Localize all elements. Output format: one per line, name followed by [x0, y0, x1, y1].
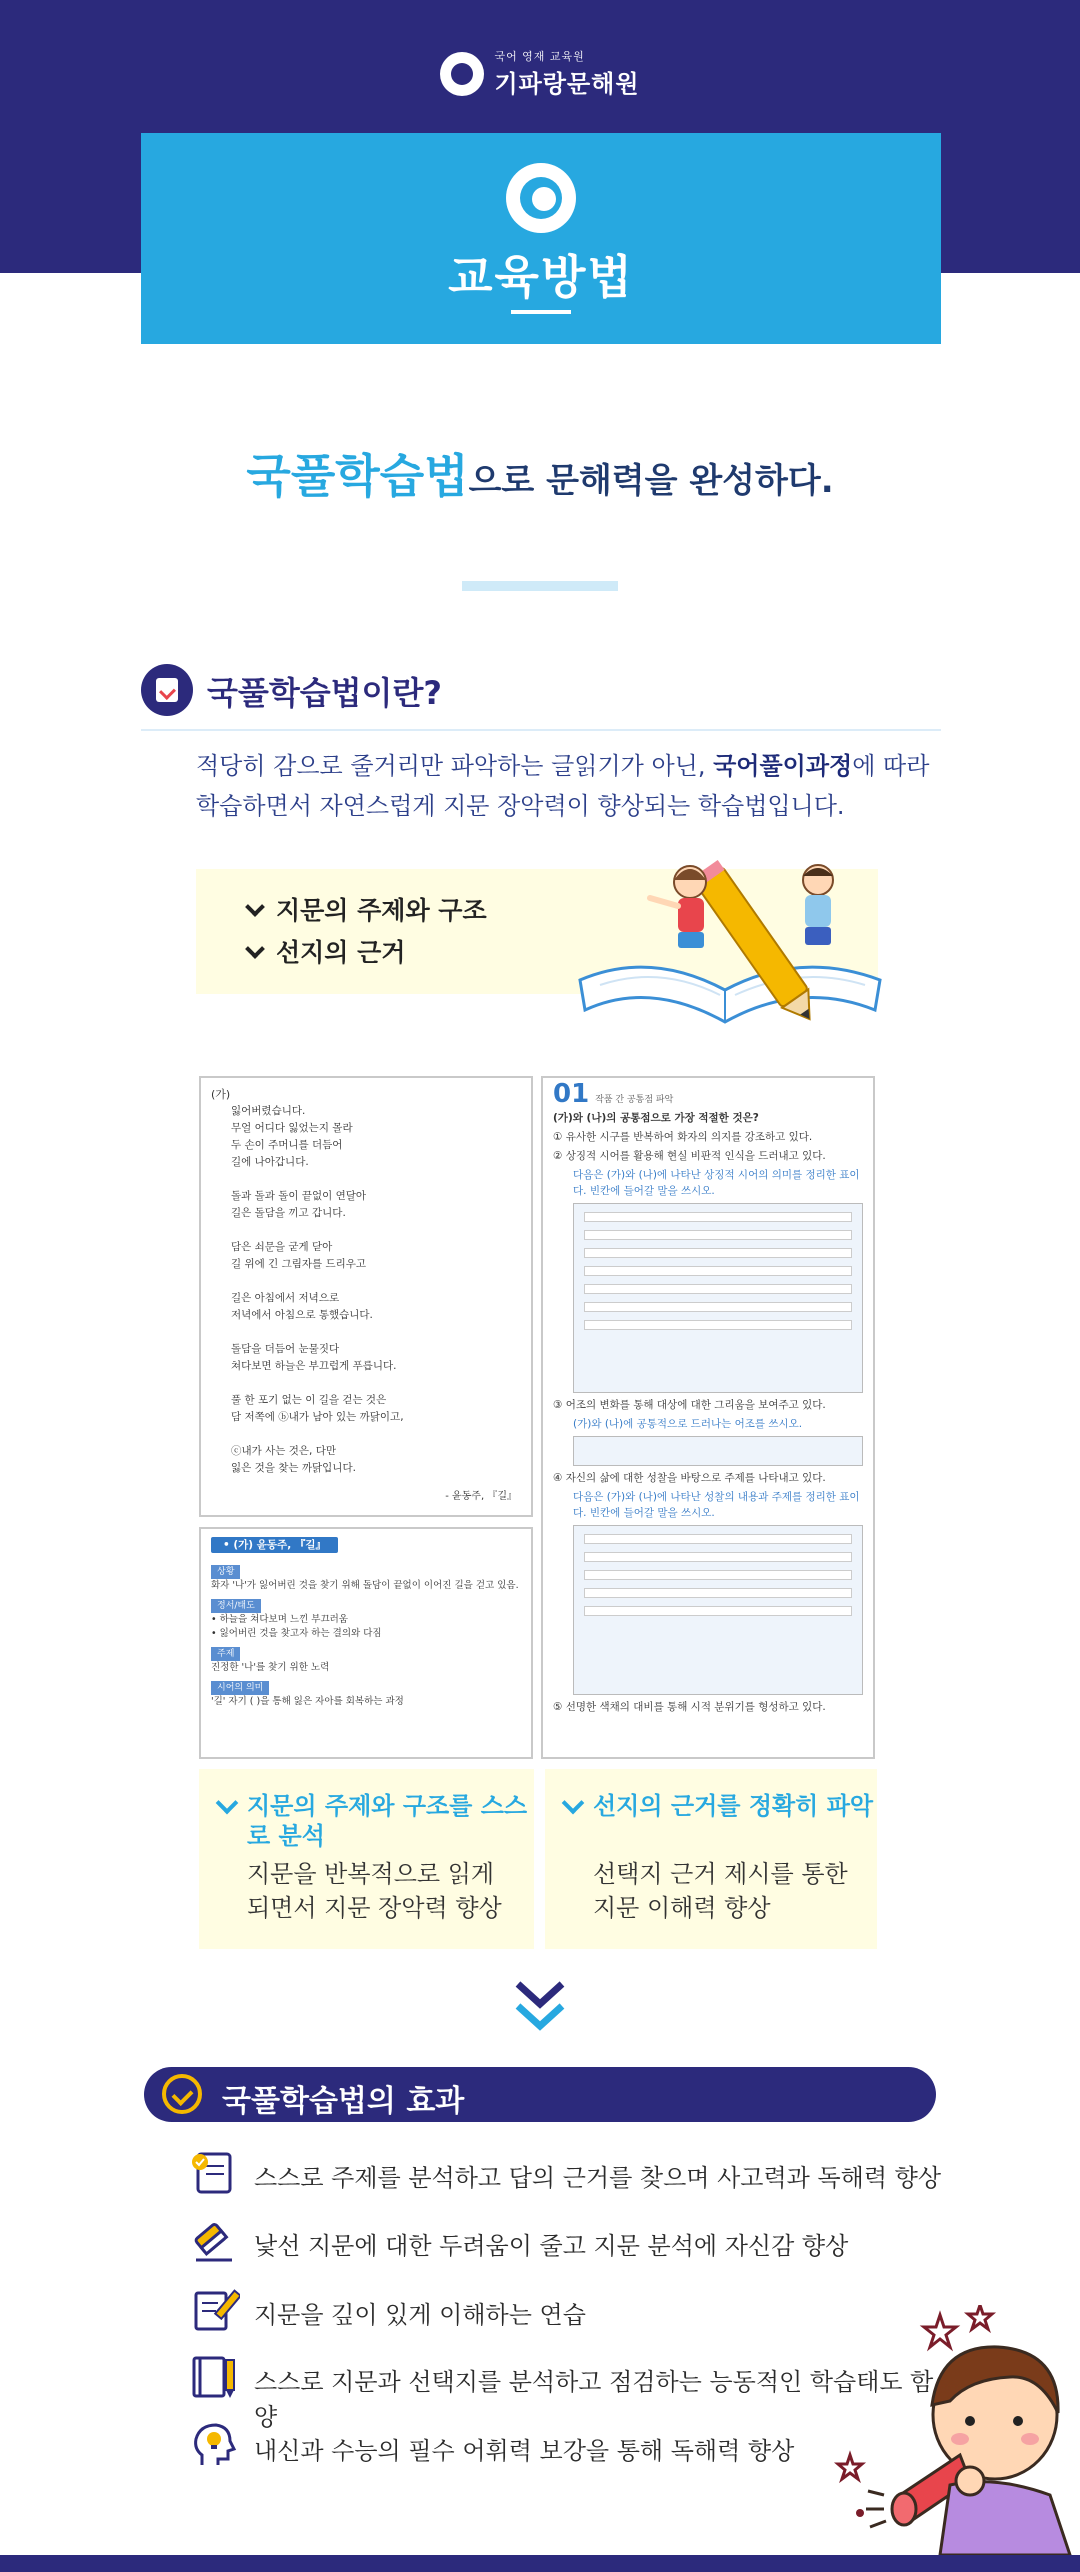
- effect-text: 스스로 주제를 분석하고 답의 근거를 찾으며 사고력과 독해력 향상: [254, 2164, 941, 2192]
- question-title: (가)와 (나)의 공통점으로 가장 적절한 것은?: [553, 1112, 759, 1124]
- section-divider: [141, 729, 941, 731]
- answer-option: ② 상징적 시어를 활용해 현실 비판적 인식을 드러내고 있다.: [553, 1150, 826, 1162]
- chevron-down-icon: [245, 939, 265, 959]
- hint-text: 다음은 (가)와 (나)에 나타난 성찰의 내용과 주제를 정리한 표이다. 빈칸에 들어갈 말을 쓰시오.: [573, 1491, 860, 1519]
- feature-box: [545, 1769, 877, 1949]
- effect-item: [188, 2216, 948, 2266]
- check-circle-icon: [162, 2074, 202, 2114]
- double-chevron-down-icon: [512, 1978, 568, 2038]
- analysis-note-card: [199, 1527, 533, 1759]
- note-text: 진정한 '나'를 찾기 위한 노력: [211, 1662, 330, 1673]
- chevron-down-icon: [245, 897, 265, 917]
- hint-text: 다음은 (가)와 (나)에 나타난 상징적 시어의 의미를 정리한 표이다. 빈칸에 들어갈 말을 쓰시오.: [573, 1169, 860, 1197]
- section-title-method: 국풀학습법이란?: [207, 674, 442, 712]
- note-text: 화자 '나'가 잃어버린 것을 찾기 위해 돌담이 끝없이 이어진 길을 걷고 있음.: [211, 1580, 519, 1591]
- intro-paragraph: [196, 746, 936, 826]
- hint-table: [573, 1436, 863, 1466]
- headline-highlight: 국풀학습법: [246, 449, 469, 503]
- effect-text: 낯선 지문에 대한 두려움이 줄고 지문 분석에 자신감 향상: [254, 2232, 849, 2260]
- head-bulb-icon: [188, 2421, 240, 2471]
- effect-text: 스스로 지문과 선택지를 분석하고 점검하는 능동적인 학습태도 함양: [254, 2368, 934, 2431]
- note-text: • 하늘을 쳐다보며 느낀 부끄러움: [211, 1614, 348, 1625]
- bottom-band: [0, 2555, 1080, 2572]
- book-pencil-icon: [188, 2352, 240, 2402]
- feature-description: 선택지 근거 제시를 통한 지문 이해력 향상: [593, 1860, 848, 1922]
- key-point-label: 지문의 주제와 구조: [276, 896, 487, 925]
- question-card: [541, 1076, 875, 1759]
- poem-passage-card: [199, 1076, 533, 1517]
- answer-option: ⑤ 선명한 색채의 대비를 통해 시적 분위기를 형성하고 있다.: [553, 1701, 826, 1713]
- hint-table: [573, 1203, 863, 1393]
- headline-divider: [462, 581, 618, 591]
- brand-logo[interactable]: [440, 48, 639, 99]
- poem-source: - 윤동주, 『길』: [445, 1491, 517, 1502]
- section-title-effects: 국풀학습법의 효과: [222, 2084, 465, 2119]
- mascot-megaphone-illustration: [830, 2305, 1080, 2555]
- effect-text: 지문을 깊이 있게 이해하는 연습: [254, 2301, 586, 2329]
- feature-title: 지문의 주제와 구조를 스스로 분석: [213, 1791, 528, 1851]
- effect-text: 내신과 수능의 필수 어휘력 보강을 통해 독해력 향상: [254, 2437, 795, 2465]
- question-number: 01: [553, 1079, 590, 1109]
- note-tag: 시어의 의미: [211, 1681, 269, 1695]
- note-text: '길' 자기 ( )을 통해 잃은 자아를 회복하는 과정: [211, 1696, 404, 1707]
- note-text: • 잃어버린 것을 찾고자 하는 결의와 다짐: [211, 1628, 382, 1639]
- intro-text-bold: 국어풀이과정: [713, 752, 853, 780]
- eraser-icon: [188, 2216, 240, 2266]
- notepad-pencil-icon: [188, 2285, 240, 2335]
- poem-text: 잃어버렸습니다. 무얼 어디다 잃었는지 몰라 두 손이 주머니를 더듬어 길에 나아갑니다. 돌과 돌과 돌이 끝없이 연달아 길은 돌담을 끼고 갑니다. 담은 쇠문을 굳게 닫아 길 위에 긴 그림자를 드리우고 길은 아침에서 저녁으로 저녁에서 아침으로 통했습니다. 돌담을 더듬어 눈물짓다 쳐다보면 하늘은 부끄럽게 푸릅니다. 풀 한 포기 없는 이 길을 걷는 것은 담 저쪽에 ⓑ내가 남아 있는 까닭이고, ⓒ내가 사는 것은, 다만 잃은 것을 찾는 까닭입니다.: [231, 1105, 404, 1474]
- question-type: 작품 간 공통점 파악: [595, 1095, 674, 1105]
- hint-table: [573, 1525, 863, 1695]
- key-point-label: 선지의 근거: [276, 938, 406, 967]
- hero-banner: [141, 133, 941, 344]
- headline-rest: 으로 문해력을 완성하다.: [468, 461, 834, 501]
- intro-text-end: 에 따라 학습하면서 자연스럽게 지문 장악력이 향상되는 학습법입니다.: [196, 752, 930, 820]
- note-heading: • (가) 윤동주, 『길』: [211, 1537, 338, 1553]
- feature-box: [199, 1769, 534, 1949]
- brand-name: 기파랑문해원: [494, 70, 640, 98]
- logo-emblem-icon: [506, 163, 576, 233]
- feature-title: 선지의 근거를 정확히 파악: [559, 1791, 874, 1821]
- hint-text: (가)와 (나)에 공통적으로 드러나는 어조를 쓰시오.: [573, 1418, 803, 1430]
- kids-book-illustration: [560, 840, 890, 1040]
- answer-option: ④ 자신의 삶에 대한 성찰을 바탕으로 주제를 나타내고 있다.: [553, 1472, 826, 1484]
- page-title: 교육방법: [448, 250, 634, 304]
- brand-subtitle: 국어 영재 교육원: [494, 50, 585, 63]
- clipboard-check-icon: [141, 664, 193, 716]
- intro-text-start: 적당히 감으로 줄거리만 파악하는 글읽기가 아닌,: [196, 752, 714, 780]
- note-tag: 정서/태도: [211, 1599, 261, 1613]
- note-tag: 주제: [211, 1647, 240, 1661]
- answer-option: ① 유사한 시구를 반복하여 화자의 의지를 강조하고 있다.: [553, 1131, 813, 1143]
- headline: [0, 440, 1080, 506]
- brand-logo-icon: [440, 52, 484, 96]
- title-underline: [511, 310, 571, 314]
- passage-marker: (가): [211, 1088, 231, 1101]
- scroll-check-icon: [188, 2148, 240, 2198]
- brand-header: [0, 48, 1080, 99]
- key-point-item: [248, 933, 405, 969]
- effect-item: [188, 2148, 948, 2198]
- key-point-item: [248, 891, 487, 927]
- note-tag: 상황: [211, 1565, 240, 1579]
- answer-option: ③ 어조의 변화를 통해 대상에 대한 그리움을 보여주고 있다.: [553, 1399, 826, 1411]
- feature-description: 지문을 반복적으로 읽게 되면서 지문 장악력 향상: [247, 1860, 502, 1922]
